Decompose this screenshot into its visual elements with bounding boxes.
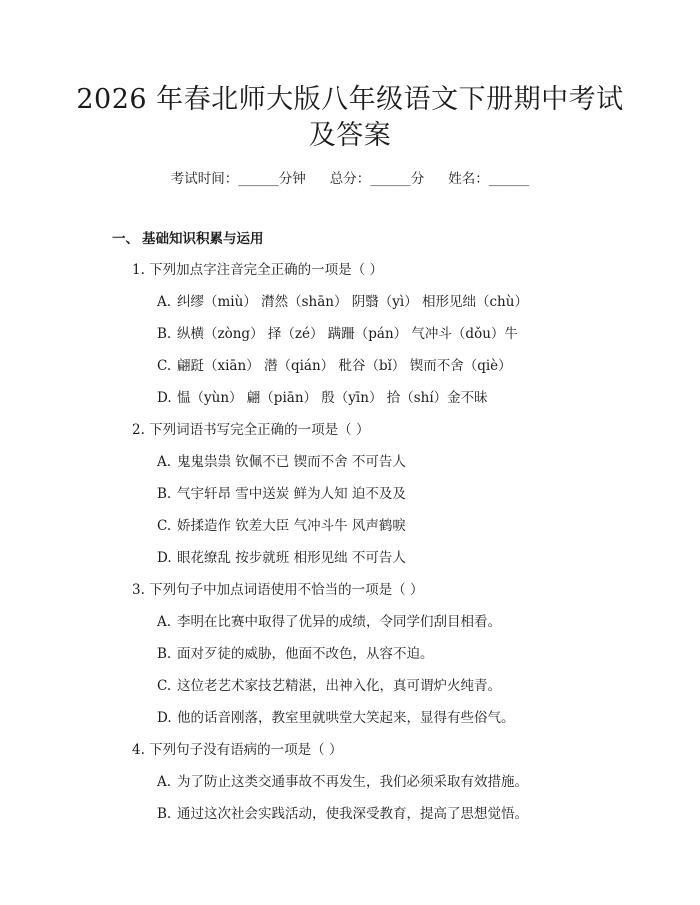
question-stem: 2. 下列词语书写完全正确的一项是（ ） [132,422,370,438]
option-text: 眼花缭乱 按步就班 相形见绌 不可告人 [177,550,406,566]
option-label: B. [157,486,172,502]
question-option [157,708,515,728]
section-number: 一、 [112,231,139,247]
total-score-field: 总分：______分 [329,171,425,187]
question-option [157,772,528,792]
question-option [157,356,512,376]
question-option [157,644,434,664]
option-label: A. [157,774,172,790]
option-label: C. [157,358,172,374]
option-label: A. [157,454,172,470]
question-option [157,388,488,408]
option-label: B. [157,646,172,662]
option-label: D. [157,390,172,406]
question-option [157,612,501,632]
question-option [157,484,406,504]
option-label: B. [157,806,172,822]
option-label: A. [157,294,172,310]
option-text: 面对歹徒的威胁，他面不改色，从容不迫。 [177,646,434,662]
option-text: 鬼鬼祟祟 钦佩不已 锲而不舍 不可告人 [177,454,406,470]
option-label: C. [157,678,172,694]
option-label: D. [157,710,172,726]
section-title: 基础知识积累与运用 [142,231,264,247]
question-option [157,292,528,312]
option-text: 娇揉造作 钦差大臣 气冲斗牛 风声鹤唳 [177,518,406,534]
section-heading [112,229,264,249]
question-option [157,516,406,536]
question-option [157,676,501,696]
option-text: 通过这次社会实践活动，使我深受教育，提高了思想觉悟。 [177,806,528,822]
option-label: A. [157,614,172,630]
option-text: 这位老艺术家技艺精湛，出神入化，真可谓炉火纯青。 [177,678,501,694]
exam-title-line1: 2026 年春北师大版八年级语文下册期中考试 [76,84,624,115]
question-option [157,324,518,344]
exam-title-line2: 及答案 [308,120,392,151]
option-label: D. [157,550,172,566]
option-text: 气宇轩昂 雪中送炭 鲜为人知 迫不及及 [177,486,406,502]
question-stem: 4. 下列句子没有语病的一项是（ ） [132,742,343,758]
question-option [157,804,528,824]
option-text: 为了防止这类交通事故不再发生，我们必须采取有效措施。 [177,774,528,790]
exam-time-field: 考试时间：______分钟 [170,171,306,187]
option-label: B. [157,326,172,342]
option-text: 李明在比赛中取得了优异的成绩，令同学们刮目相看。 [177,614,501,630]
option-text: 愠（yùn） 翩（piān） 殷（yīn） 拾（shí）金不昧 [177,390,488,406]
question-option [157,452,406,472]
option-label: C. [157,518,172,534]
option-text: 纵横（zòng） 择（zé） 蹒跚（pán） 气冲斗（dǒu）牛 [177,326,518,342]
option-text: 翩跹（xiān） 潜（qián） 秕谷（bǐ） 锲而不舍（qiè） [177,358,512,374]
question-stem: 1. 下列加点字注音完全正确的一项是（ ） [132,262,383,278]
exam-info-row [0,169,700,189]
question-option [157,548,406,568]
option-text: 纠缪（miù） 潸然（shān） 阴翳（yì） 相形见绌（chù） [177,294,528,310]
student-name-field: 姓名：______ [448,171,530,187]
question-stem: 3. 下列句子中加点词语使用不恰当的一项是（ ） [132,582,424,598]
option-text: 他的话音刚落，教室里就哄堂大笑起来，显得有些俗气。 [177,710,515,726]
